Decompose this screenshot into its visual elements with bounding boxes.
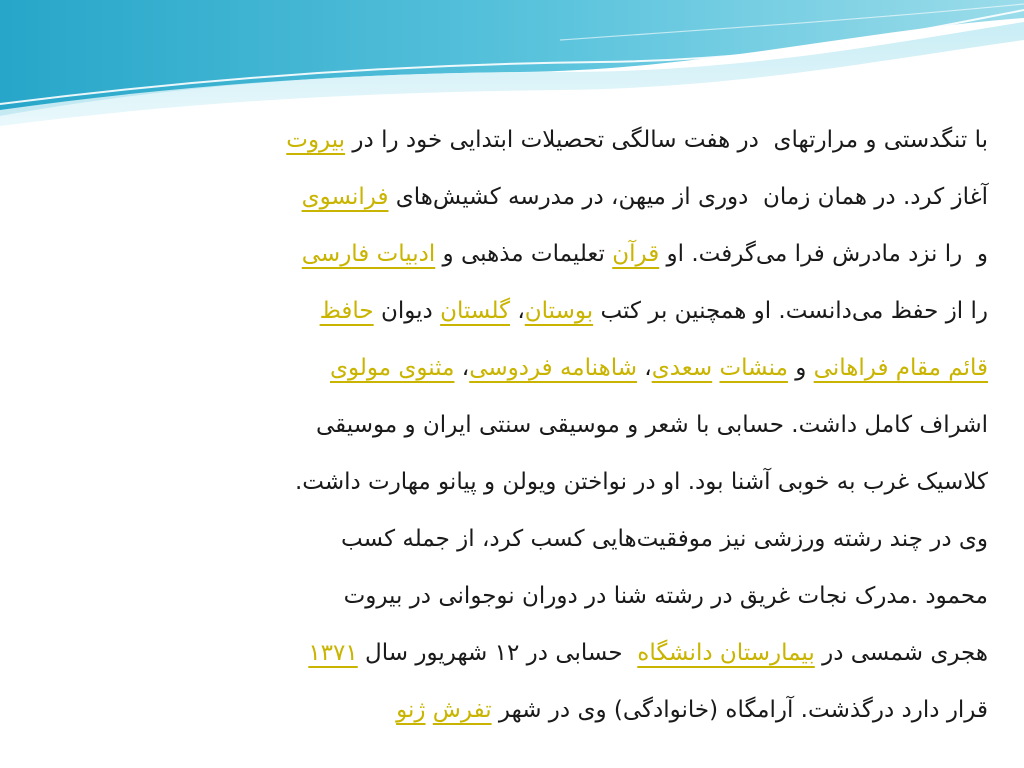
hyperlink[interactable]: گلستان [440,298,511,324]
text-segment: و را نزد مادرش فرا می‌گرفت. او [659,241,988,267]
wave-header-decoration [0,0,1024,130]
hyperlink[interactable]: سعدی [651,355,713,381]
text-line [48,283,988,340]
text-segment [425,697,432,723]
text-line [48,226,988,283]
hyperlink[interactable]: منشات [719,355,788,381]
hyperlink[interactable]: حافظ [319,298,374,324]
hyperlink[interactable]: بیمارستان دانشگاه [637,640,815,666]
hyperlink[interactable]: شاهنامه فردوسی [469,355,637,381]
hyperlink[interactable]: فرانسوی [301,184,389,210]
text-segment: هجری شمسی در [814,640,988,666]
hyperlink[interactable]: ادبیات فارسی [301,241,436,267]
text-line [48,169,988,226]
text-segment: دیوان [373,298,441,324]
hyperlink[interactable]: مثنوی مولوی [329,355,455,381]
text-line [48,340,988,397]
text-line [48,682,988,739]
text-segment: محمود .مدرک نجات غریق در رشته شنا در دوران نوجوانی در بیروت [343,583,988,609]
text-line [48,568,988,625]
text-segment: کلاسیک غرب به خوبی آشنا بود. او در نواختن ویولن و پیانو مهارت داشت. [294,469,988,495]
hyperlink[interactable]: بیروت [286,127,346,153]
text-segment: و [787,355,814,381]
hyperlink[interactable]: قائم مقام فراهانی [813,355,988,381]
text-segment: حسابی در ۱۲ شهریور سال [357,640,638,666]
text-segment: اشراف کامل داشت. حسابی با شعر و موسیقی سنتی ایران و موسیقی [315,412,988,438]
text-segment: تعلیمات مذهبی و [435,241,613,267]
text-line [48,511,988,568]
text-segment: ، [510,298,525,324]
text-segment: ، [454,355,470,381]
text-line [48,112,988,169]
text-segment: با تنگدستی و مرارتهای در هفت سالگی تحصیلات ابتدایی خود را در [345,127,988,153]
hyperlink[interactable]: ۱۳۷۱ [308,640,358,666]
hyperlink[interactable]: بوستان [524,298,594,324]
text-line [48,397,988,454]
hyperlink[interactable]: قرآن [612,241,660,267]
text-line [48,454,988,511]
text-segment: قرار دارد درگذشت. آرامگاه (خانوادگی) وی در شهر [491,697,988,723]
text-segment: آغاز کرد. در همان زمان دوری از میهن، در مدرسه کشیش‌های [388,184,988,210]
hyperlink[interactable]: ژنو [396,697,426,723]
text-line [48,625,988,682]
slide-body-text [48,112,988,739]
text-segment: را از حفظ می‌دانست. او همچنین بر کتب [593,298,988,324]
text-segment: وی در چند رشته ورزشی نیز موفقیت‌هایی کسب کرد، از جمله کسب [341,526,988,552]
hyperlink[interactable]: تفرش [432,697,492,723]
text-segment: ، [636,355,652,381]
